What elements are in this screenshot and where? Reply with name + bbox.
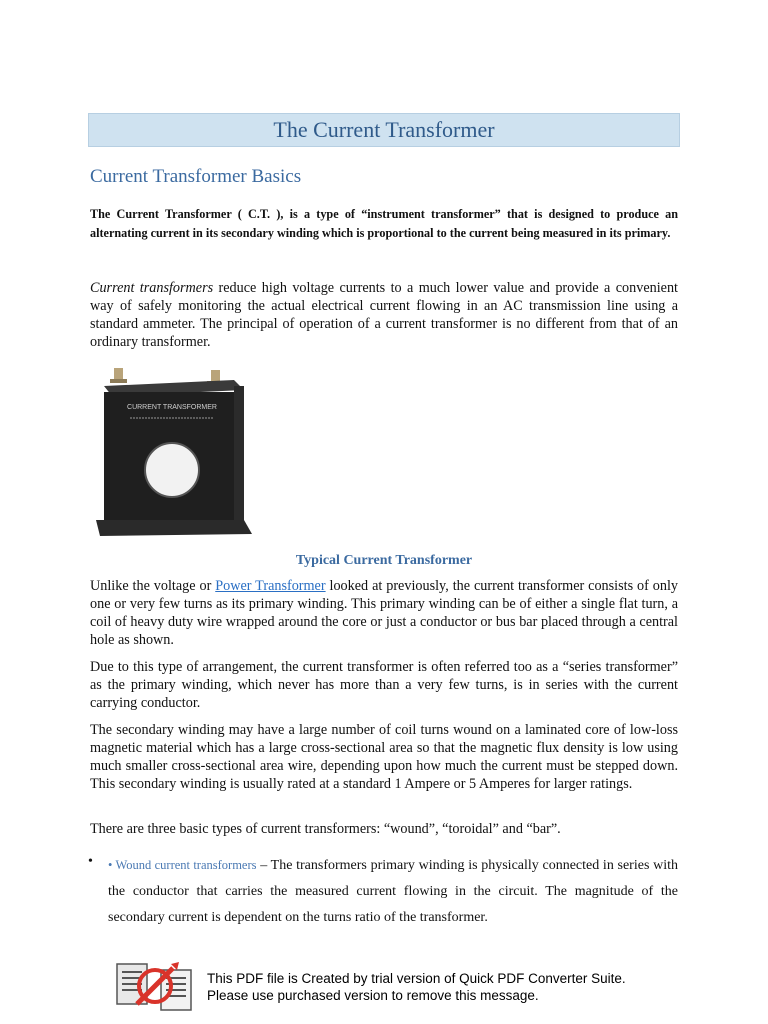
power-transformer-link[interactable]: Power Transformer — [215, 578, 326, 594]
bullet-marker: • — [88, 854, 93, 869]
paragraph-3: Due to this type of arrangement, the current transformer is often referred too as a “series transformer” as the primary winding, which never has more than a very few turns, is in series with the current carrying conductor. — [90, 659, 678, 711]
page-title: The Current Transformer — [88, 113, 680, 147]
paragraph-1 — [90, 279, 678, 351]
figure-caption: Typical Current Transformer — [295, 553, 473, 568]
converter-logo-icon — [115, 958, 195, 1014]
current-transformer-photo — [94, 362, 254, 540]
watermark-line-2: Please use purchased version to remove this message. — [207, 988, 539, 1003]
intro-paragraph: The Current Transformer ( C.T. ), is a type of “instrument transformer” that is designed to produce an alternating current in its secondary winding which is proportional to the current being measured in its primary. — [90, 207, 678, 240]
paragraph-1-text: reduce high voltage currents to a much lower value and provide a convenient way of safely monitoring the actual electrical current flowing in an AC transmission line using a standard ammeter. The principal of operation of a current transformer is no different from that of an ordinary transformer. — [90, 280, 678, 350]
bullet-description: – The transformers primary winding is physically connected in series with the conductor that carries the measured current flowing in the circuit. The magnitude of the secondary current is dependent on the turns ratio of the transformer. — [108, 858, 678, 925]
bullet-term: • Wound current transformers — [108, 858, 257, 872]
paragraph-4: The secondary winding may have a large number of coil turns wound on a laminated core of low-loss magnetic material which has a large cross-sectional area so that the magnetic flux density is low using much smaller cross-sectional area wire, depending upon how much the current must be stepped down. This secondary winding is usually rated at a standard 1 Ampere or 5 Amperes for larger ratings. — [90, 722, 678, 792]
bullet-text — [108, 852, 678, 931]
paragraph-5: There are three basic types of current transformers: “wound”, “toroidal” and “bar”. — [90, 821, 561, 837]
paragraph-2 — [90, 577, 678, 649]
paragraph-2-before: Unlike the voltage or — [90, 578, 216, 594]
trial-watermark-text — [207, 970, 626, 1004]
emphasis-lead: Current transformers — [90, 280, 214, 296]
section-heading: Current Transformer Basics — [90, 166, 302, 187]
watermark-line-1: This PDF file is Created by trial version of Quick PDF Converter Suite. — [207, 971, 626, 986]
photo-label: CURRENT TRANSFORMER — [127, 404, 217, 411]
paragraph-2-after: looked at previously, the current transformer consists of only one or very few turns as its primary winding. This primary winding can be of either a single flat turn, a coil of heavy duty wire wrapped around the core or just a conductor or bus bar placed through a central hole as shown. — [90, 578, 678, 648]
